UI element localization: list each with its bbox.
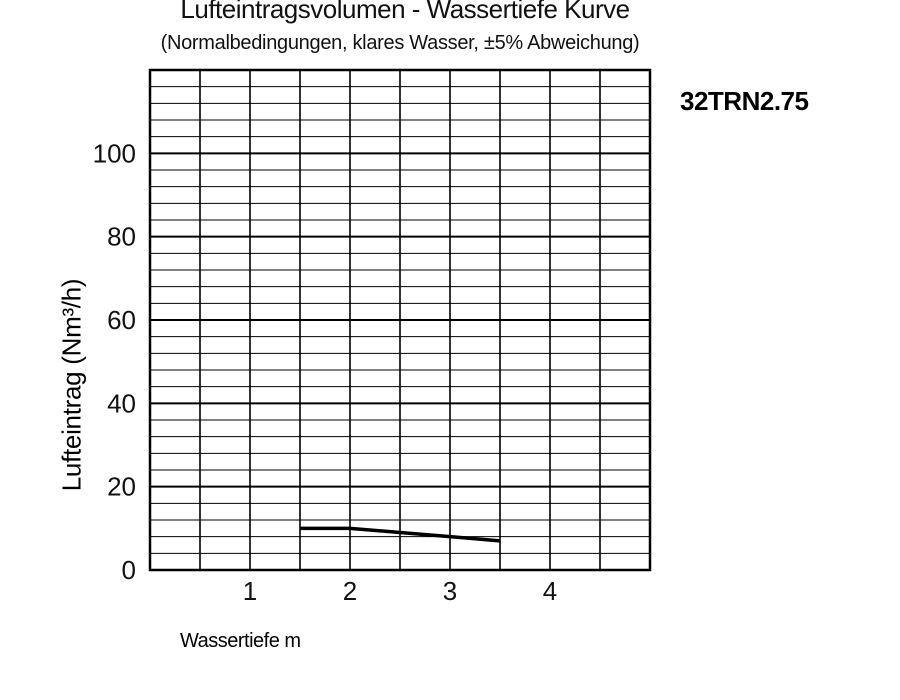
y-axis-label: Lufteintrag (Nm³/h) bbox=[56, 278, 87, 492]
x-tick-label: 3 bbox=[442, 576, 458, 606]
model-label: 32TRN2.75 bbox=[680, 86, 809, 116]
major-gridlines bbox=[150, 70, 650, 570]
y-tick-label: 100 bbox=[92, 138, 136, 169]
x-tick-label: 2 bbox=[342, 576, 358, 606]
x-tick-label: 1 bbox=[242, 576, 258, 606]
y-tick-label: 20 bbox=[107, 471, 136, 502]
y-tick-label: 0 bbox=[121, 555, 136, 585]
y-tick-label: 60 bbox=[107, 305, 136, 335]
chart-title: Lufteintragsvolumen - Wassertiefe Kurve bbox=[180, 0, 630, 24]
y-tick-label: 40 bbox=[107, 388, 136, 419]
y-tick-label: 80 bbox=[107, 221, 136, 252]
x-tick-label: 4 bbox=[542, 576, 558, 606]
chart-subtitle: (Normalbedingungen, klares Wasser, ±5% Abweichung) bbox=[160, 32, 640, 54]
tick-labels bbox=[93, 138, 558, 606]
x-axis-label: Wassertiefe m bbox=[180, 630, 301, 652]
